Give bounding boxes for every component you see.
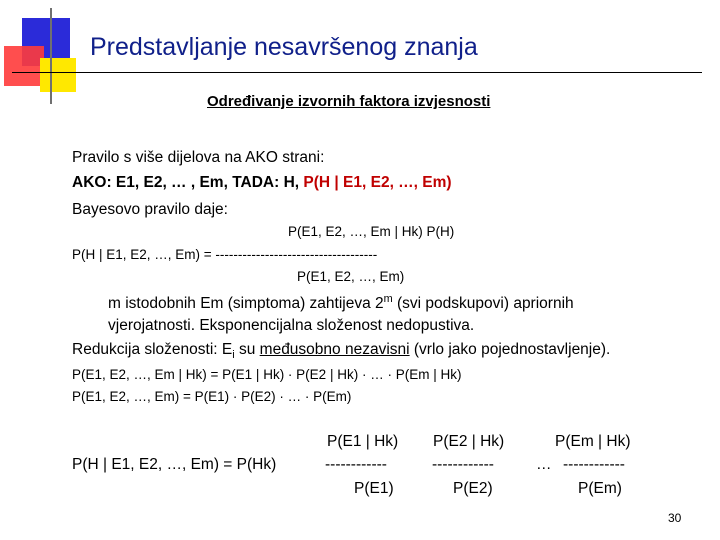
decor-vertical-line	[50, 8, 52, 104]
final-lhs: P(H | E1, E2, …, Em) = P(Hk)	[72, 456, 277, 473]
bayes-denominator: P(E1, E2, …, Em)	[297, 269, 405, 284]
decor-yellow-square	[40, 58, 76, 92]
slide-title: Predstavljanje nesavršenog znanja	[90, 33, 478, 61]
complexity-exponent: m	[383, 292, 393, 305]
ako-probability: P(H | E1, E2, …, Em)	[303, 174, 452, 191]
decor-red-square	[4, 46, 44, 86]
ako-text: AKO: E1, E2, … , Em, TADA: H,	[72, 174, 304, 191]
final-denominator-3: P(Em)	[578, 480, 622, 497]
reduction-text-c: (vrlo jako pojednostavljenje).	[409, 341, 611, 358]
final-numerator-3: P(Em | Hk)	[555, 433, 631, 450]
final-fraction-bar-3: ------------	[563, 456, 625, 473]
complexity-text-a: m istodobnih Em (simptoma) zahtijeva 2	[108, 295, 384, 312]
independence-equation-2: P(E1, E2, …, Em) = P(E1) · P(E2) · … · P(Em)	[72, 389, 352, 404]
independence-equation-1: P(E1, E2, …, Em | Hk) = P(E1 | Hk) · P(E2 | Hk) · … · P(Em | Hk)	[72, 367, 462, 382]
final-denominator-1: P(E1)	[354, 480, 394, 497]
final-numerator-2: P(E2 | Hk)	[433, 433, 505, 450]
page-number: 30	[668, 511, 682, 525]
bayes-lhs: P(H | E1, E2, …, Em) =	[72, 247, 216, 262]
reduction-line	[72, 341, 611, 362]
ako-line	[72, 175, 452, 191]
rule-intro: Pravilo s više dijelova na AKO strani:	[72, 149, 325, 166]
reduction-underlined: međusobno nezavisni	[259, 341, 410, 358]
final-denominator-2: P(E2)	[453, 480, 493, 497]
final-fraction-bar-2: ------------	[432, 456, 494, 473]
final-numerator-1: P(E1 | Hk)	[327, 433, 399, 450]
final-ellipsis: …	[536, 456, 552, 473]
bayes-fraction-bar: ------------------------------------	[215, 247, 378, 262]
reduction-text-a: Redukcija složenosti: E	[72, 341, 233, 358]
complexity-line-1	[108, 292, 574, 312]
complexity-text-b: (svi podskupovi) apriornih	[392, 295, 574, 312]
title-divider	[12, 72, 702, 73]
bayes-numerator: P(E1, E2, …, Em | Hk) P(H)	[288, 224, 455, 239]
bayes-equation-line	[72, 248, 377, 262]
reduction-subscript: i	[232, 349, 235, 362]
final-fraction-bar-1: ------------	[325, 456, 387, 473]
bayes-intro: Bayesovo pravilo daje:	[72, 201, 228, 218]
slide-subtitle: Određivanje izvornih faktora izvjesnosti	[207, 93, 491, 110]
reduction-text-b: su	[234, 341, 260, 358]
complexity-line-2: vjerojatnosti. Eksponencijalna složenost nedopustiva.	[108, 317, 475, 334]
